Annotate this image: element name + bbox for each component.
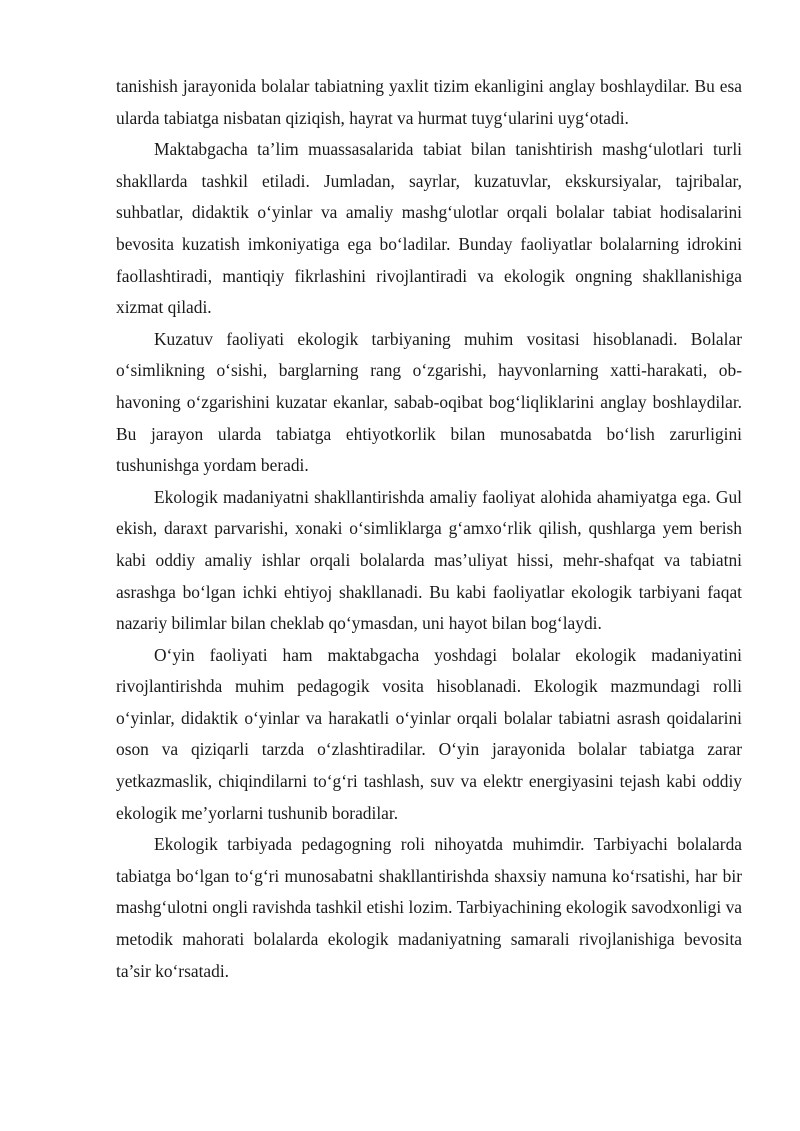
- document-page: [116, 71, 742, 987]
- paragraph-play-activity: O‘yin faoliyati ham maktabgacha yoshdagi bolalar ekologik madaniyatini rivojlantirishda muhim pedagogik vosita hisoblanadi. Ekologik mazmundagi rolli o‘yinlar, didaktik o‘yinlar va harakatli o‘yinlar orqali bolalar tabiatni asrash qoidalarini oson va qiziqarli tarzda o‘zlashtiradilar. O‘yin jarayonida bolalar tabiatga zarar yetkazmaslik, chiqindilarni to‘g‘ri tashlash, suv va elektr energiyasini tejash kabi oddiy ekologik me’yorlarni tushunib boradilar.: [116, 644, 742, 823]
- paragraph-practical-activity: Ekologik madaniyatni shakllantirishda amaliy faoliyat alohida ahamiyatga ega. Gul ekish, daraxt parvarishi, xonaki o‘simliklarga g‘amxo‘rlik qilish, qushlarga yem berish kabi oddiy amaliy ishlar orqali bolalarda mas’uliyat hissi, mehr-shafqat va tabiatni asrashga bo‘lgan ichki ehtiyoj shakllanadi. Bu kabi faoliyatlar ekologik tarbiyani faqat nazariy bilimlar bilan cheklab qo‘ymasdan, uni hayot bilan bog‘laydi.: [116, 486, 742, 634]
- paragraph-continuation: tanishish jarayonida bolalar tabiatning yaxlit tizim ekanligini anglay boshlaydilar. Bu esa ularda tabiatga nisbatan qiziqish, hayrat va hurmat tuyg‘ularini uyg‘otadi.: [116, 76, 742, 128]
- paragraph-teacher-role: Ekologik tarbiyada pedagogning roli nihoyatda muhimdir. Tarbiyachi bolalarda tabiatga bo‘lgan to‘g‘ri munosabatni shakllantirishda shaxsiy namuna ko‘rsatishi, har bir mashg‘ulotni ongli ravishda tashkil etishi lozim. Tarbiyachining ekologik savodxonligi va metodik mahorati bolalarda ekologik madaniyatning samarali rivojlanishiga bevosita ta’sir ko‘rsatadi.: [116, 834, 742, 981]
- paragraph-forms-of-activities: Maktabgacha ta’lim muassasalarida tabiat bilan tanishtirish mashg‘ulotlari turli shakllarda tashkil etiladi. Jumladan, sayrlar, kuzatuvlar, ekskursiyalar, tajribalar, suhbatlar, didaktik o‘yinlar va amaliy mashg‘ulotlar orqali bolalar tabiat hodisalarini bevosita kuzatish imkoniyatiga ega bo‘ladilar. Bunday faoliyatlar bolalarning idrokini faollashtiradi, mantiqiy fikrlashini rivojlantiradi va ekologik ongning shakllanishiga xizmat qiladi.: [116, 139, 742, 318]
- paragraph-observation: Kuzatuv faoliyati ekologik tarbiyaning muhim vositasi hisoblanadi. Bolalar o‘simlikning o‘sishi, barglarning rang o‘zgarishi, hayvonlarning xatti-harakati, ob-havoning o‘zgarishini kuzatar ekanlar, sabab-oqibat bog‘liqliklarini anglay boshlaydilar. Bu jarayon ularda tabiatga ehtiyotkorlik bilan munosabatda bo‘lish zarurligini tushunishga yordam beradi.: [116, 328, 742, 476]
